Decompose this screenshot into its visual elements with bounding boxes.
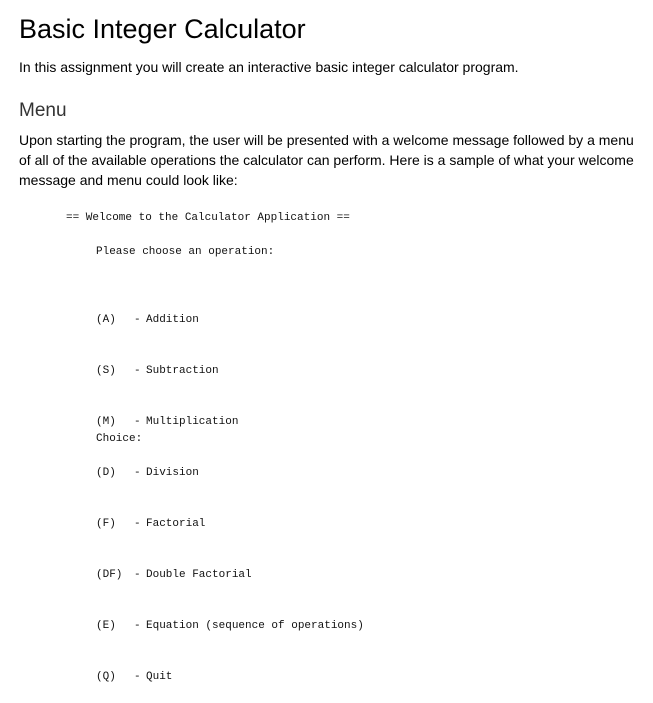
menu-item-dash: - [134,314,141,326]
menu-item-label: Subtraction [146,365,219,377]
menu-item-label: Division [146,467,199,479]
choice-prompt: Choice: [96,433,143,445]
menu-item-code: (E) [96,620,116,632]
menu-description: Upon starting the program, the user will be presented with a welcome message followed by a menu of all of the available operations the calculator can perform. Here is a sample of what your welcome message and menu could look like: [19,132,634,188]
menu-item-code: (A) [96,314,116,326]
menu-item-code: (S) [96,365,116,377]
operation-menu [96,278,364,703]
menu-item-division [96,465,364,482]
menu-item-multiplication [96,414,364,431]
menu-item-double-factorial [96,567,364,584]
menu-item-dash: - [134,518,141,530]
operation-prompt: Please choose an operation: [96,246,275,258]
menu-item-label: Multiplication [146,416,239,428]
intro-text: In this assignment you will create an interactive basic integer calculator program. [19,59,519,75]
menu-item-label: Quit [146,671,173,683]
menu-item-label: Factorial [146,518,206,530]
menu-item-dash: - [134,569,141,581]
menu-item-quit [96,669,364,686]
menu-item-label: Double Factorial [146,569,252,581]
section-heading-menu: Menu [19,100,67,121]
menu-item-equation [96,618,364,635]
menu-item-code: (Q) [96,671,116,683]
menu-item-dash: - [134,365,141,377]
welcome-message: == Welcome to the Calculator Application == [66,212,350,224]
menu-item-factorial [96,516,364,533]
menu-item-dash: - [134,671,141,683]
menu-item-dash: - [134,416,141,428]
menu-item-addition [96,312,364,329]
page-title: Basic Integer Calculator [19,14,306,44]
menu-item-label: Addition [146,314,199,326]
menu-item-subtraction [96,363,364,380]
menu-item-code: (M) [96,416,116,428]
menu-item-dash: - [134,467,141,479]
menu-item-label: Equation (sequence of operations) [146,620,364,632]
menu-item-dash: - [134,620,141,632]
menu-item-code: (DF) [96,569,123,581]
menu-item-code: (D) [96,467,116,479]
menu-item-code: (F) [96,518,116,530]
